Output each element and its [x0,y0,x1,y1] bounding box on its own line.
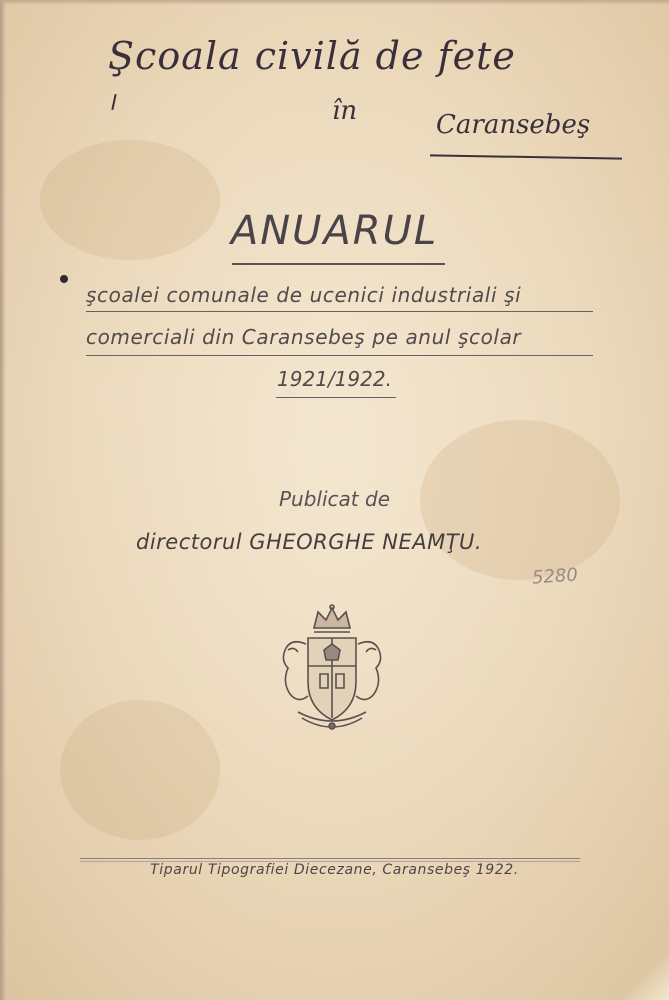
title-underline [232,263,445,265]
folded-corner [619,945,669,1000]
school-year-rule [276,397,396,398]
handwritten-preposition: în [332,96,358,126]
subtitle-rule-2 [86,355,593,356]
handwritten-school-name: Şcoala civilă de fete [108,34,516,78]
ink-dot [60,275,68,283]
paper-stain [60,700,220,840]
handwritten-underline [430,154,622,159]
school-year: 1921/1922. [277,367,392,391]
subtitle-line-1: şcoalei comunale de ucenici industriali şi [86,283,522,307]
subtitle-line-2: comerciali din Caransebeş pe anul şcolar [86,325,522,349]
handwritten-town: Caransebeş [436,110,591,140]
footer-rule [80,858,580,859]
subtitle-rule-1 [86,311,593,312]
romanian-coat-of-arms-icon [268,604,396,736]
inventory-stamp: 5280 [531,564,579,589]
director-name: directorul GHEORGHE NEAMŢU. [136,530,483,554]
handwritten-mark [111,94,116,110]
published-by-label: Publicat de [279,487,390,511]
page-top-shadow [0,0,669,5]
document-title: ANUARUL [230,208,439,254]
printer-imprint: Tiparul Tipografiei Diecezane, Caransebeş 1922. [150,862,519,878]
